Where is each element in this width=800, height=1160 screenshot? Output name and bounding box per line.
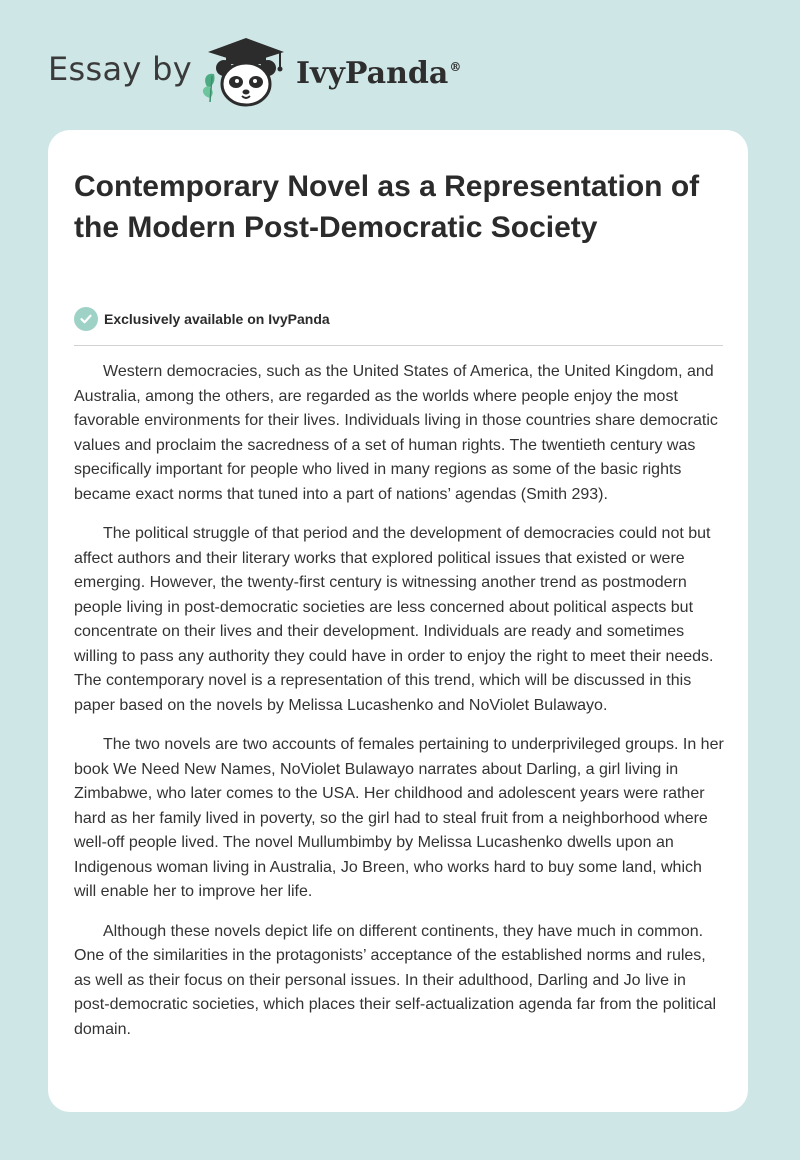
brand-name[interactable]: IvyPanda® — [296, 56, 462, 91]
essay-by-label: Essay by — [48, 50, 192, 88]
paragraph: Western democracies, such as the United States of America, the United Kingdom, and Australia, among the others, are regarded as the worlds where people enjoy the most favorable environments for their lives. Individuals living in those countries share democratic values and proclaim the sacredness of a set of human rights. The twentieth century was specifically important for people who lived in many regions as some of the basic rights became exact norms that tuned into a part of nations’ agendas (Smith 293). — [74, 363, 718, 503]
check-circle-icon — [74, 307, 98, 331]
essay-card — [48, 130, 748, 1112]
essay-body — [74, 360, 724, 1057]
availability-badge — [74, 306, 330, 332]
panda-graduate-logo-icon[interactable] — [200, 36, 292, 108]
divider — [74, 345, 723, 346]
paragraph: The two novels are two accounts of females pertaining to underprivileged groups. In her book We Need New Names, NoViolet Bulawayo narrates about Darling, a girl living in Zimbabwe, who later comes to the USA. Her childhood and adolescent years were rather hard as her family lived in poverty, so the girl had to steal fruit from a neighborhood where well-off people lived. The novel Mullumbimby by Melissa Lucashenko dwells upon an Indigenous woman living in Australia, Jo Breen, who works hard to buy some land, which will enable her to improve her life. — [74, 736, 724, 900]
paragraph: The political struggle of that period and the development of democracies could not but affect authors and their literary works that explored political issues that existed or were emerging. However, the twenty-first century is witnessing another trend as postmodern people living in post-democratic societies are less concerned about political aspects but concentrate on their lives and their development. Individuals are ready and sometimes willing to pass any authority they could have in order to enjoy the right to meet their needs. The contemporary novel is a representation of this trend, which will be discussed in this paper based on the novels by Melissa Lucashenko and NoViolet Bulawayo. — [74, 525, 714, 714]
essay-title: Contemporary Novel as a Representation of the Modern Post-Democratic Society — [74, 170, 700, 244]
site-header — [0, 0, 800, 130]
paragraph: Although these novels depict life on different continents, they have much in common. One of the similarities in the protagonists’ acceptance of the established norms and rules, as well as their focus on their personal issues. In their adulthood, Darling and Jo live in post-democratic societies, which places their self-actualization agenda far from the political domain. — [74, 922, 717, 1038]
registered-mark: ® — [449, 60, 462, 74]
availability-text: Exclusively available on IvyPanda — [104, 311, 330, 327]
